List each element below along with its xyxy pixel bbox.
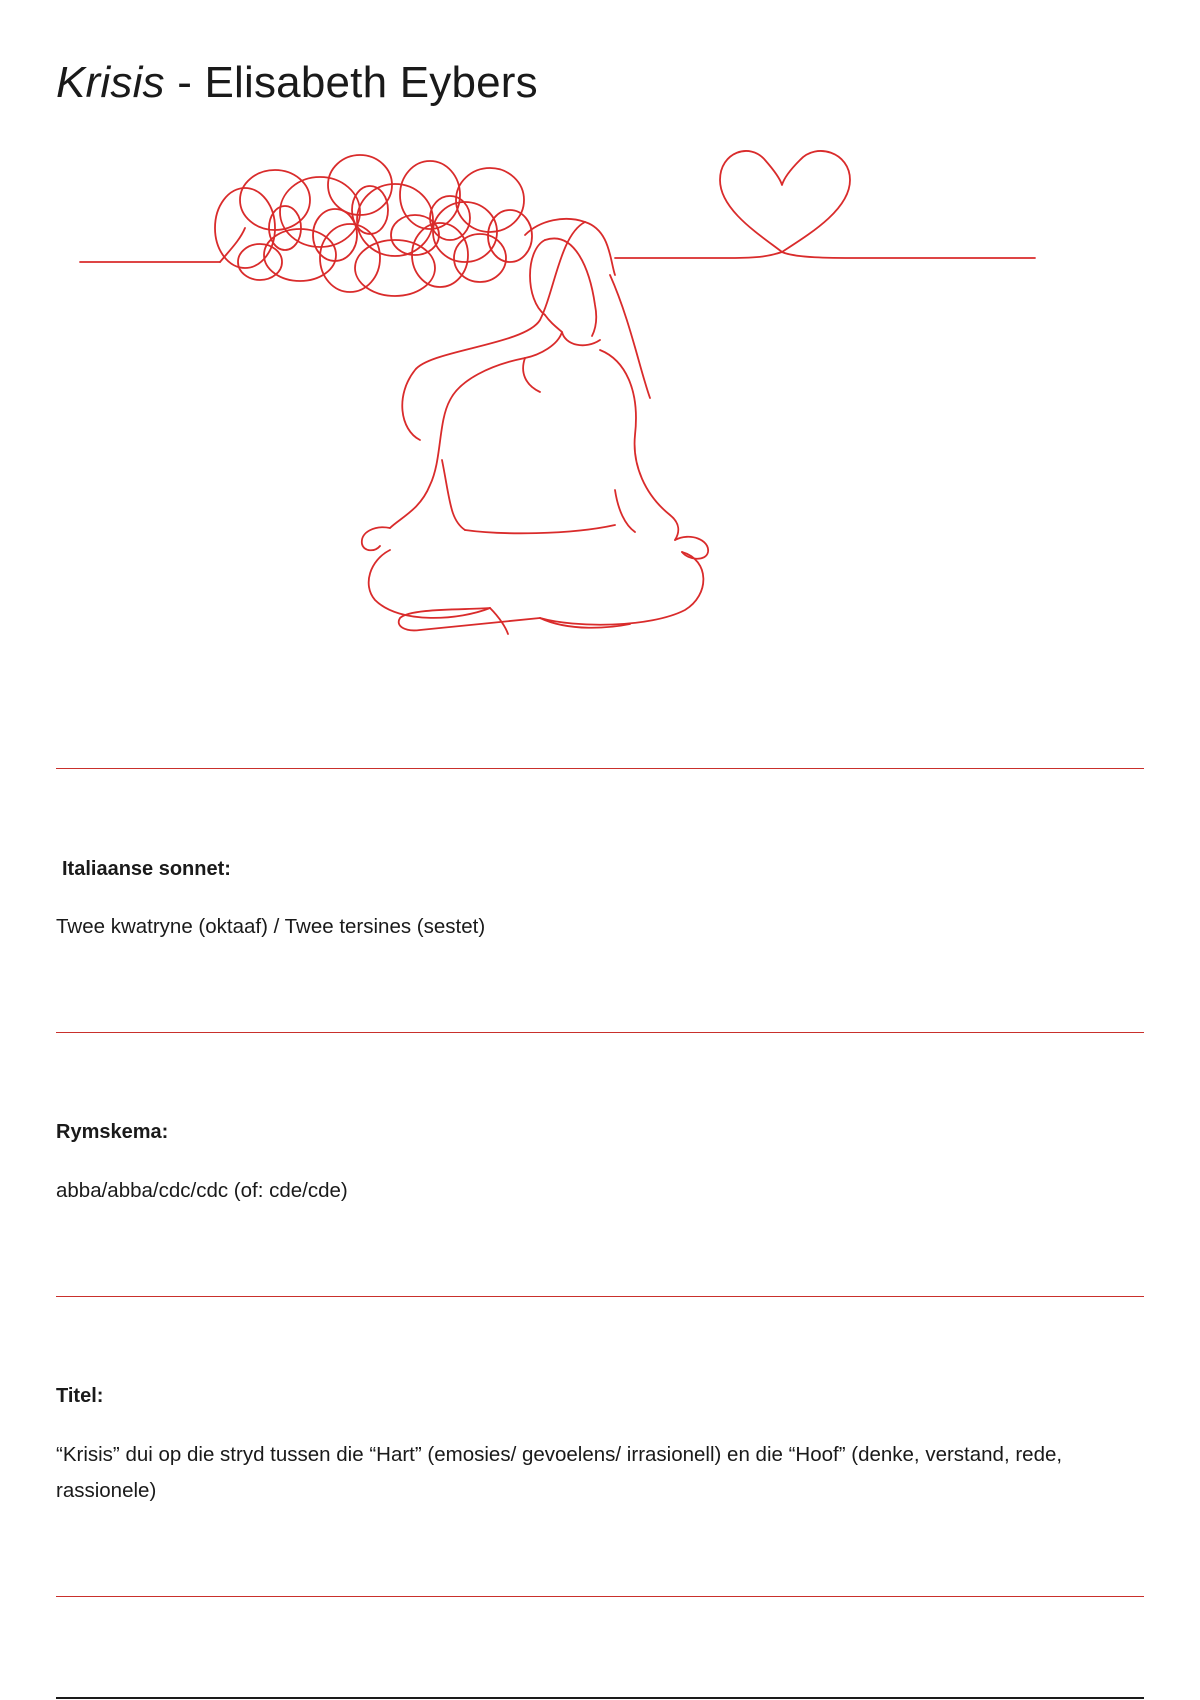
section-heading-sonnet: Italiaanse sonnet: [62, 858, 231, 880]
section-divider [56, 1032, 1144, 1033]
section-heading-title: Titel: [56, 1385, 104, 1407]
page-title-italic: Krisis [56, 58, 165, 107]
page-title [56, 58, 538, 108]
page-bottom-rule [56, 1697, 1144, 1699]
section-divider [56, 1296, 1144, 1297]
section-divider [56, 1596, 1144, 1597]
section-text-rhyme-scheme: abba/abba/cdc/cdc (of: cde/cde) [56, 1179, 348, 1202]
woman-figure [362, 222, 708, 634]
section-divider [56, 768, 1144, 769]
page-title-author: - Elisabeth Eybers [164, 58, 538, 107]
section-text-sonnet: Twee kwatryne (oktaaf) / Twee tersines (sestet) [56, 915, 486, 938]
meditating-woman-line-art-icon [70, 140, 1130, 700]
section-heading-rhyme-scheme: Rymskema: [56, 1121, 169, 1143]
heart-icon [720, 151, 1035, 258]
horizon-line-right [615, 252, 782, 258]
section-text-title: “Krisis” dui op die stryd tussen die “Hart” (emosies/ gevoelens/ irrasionell) en die “Hoof” (denke, verstand, rede, rassionele) [56, 1443, 1063, 1502]
